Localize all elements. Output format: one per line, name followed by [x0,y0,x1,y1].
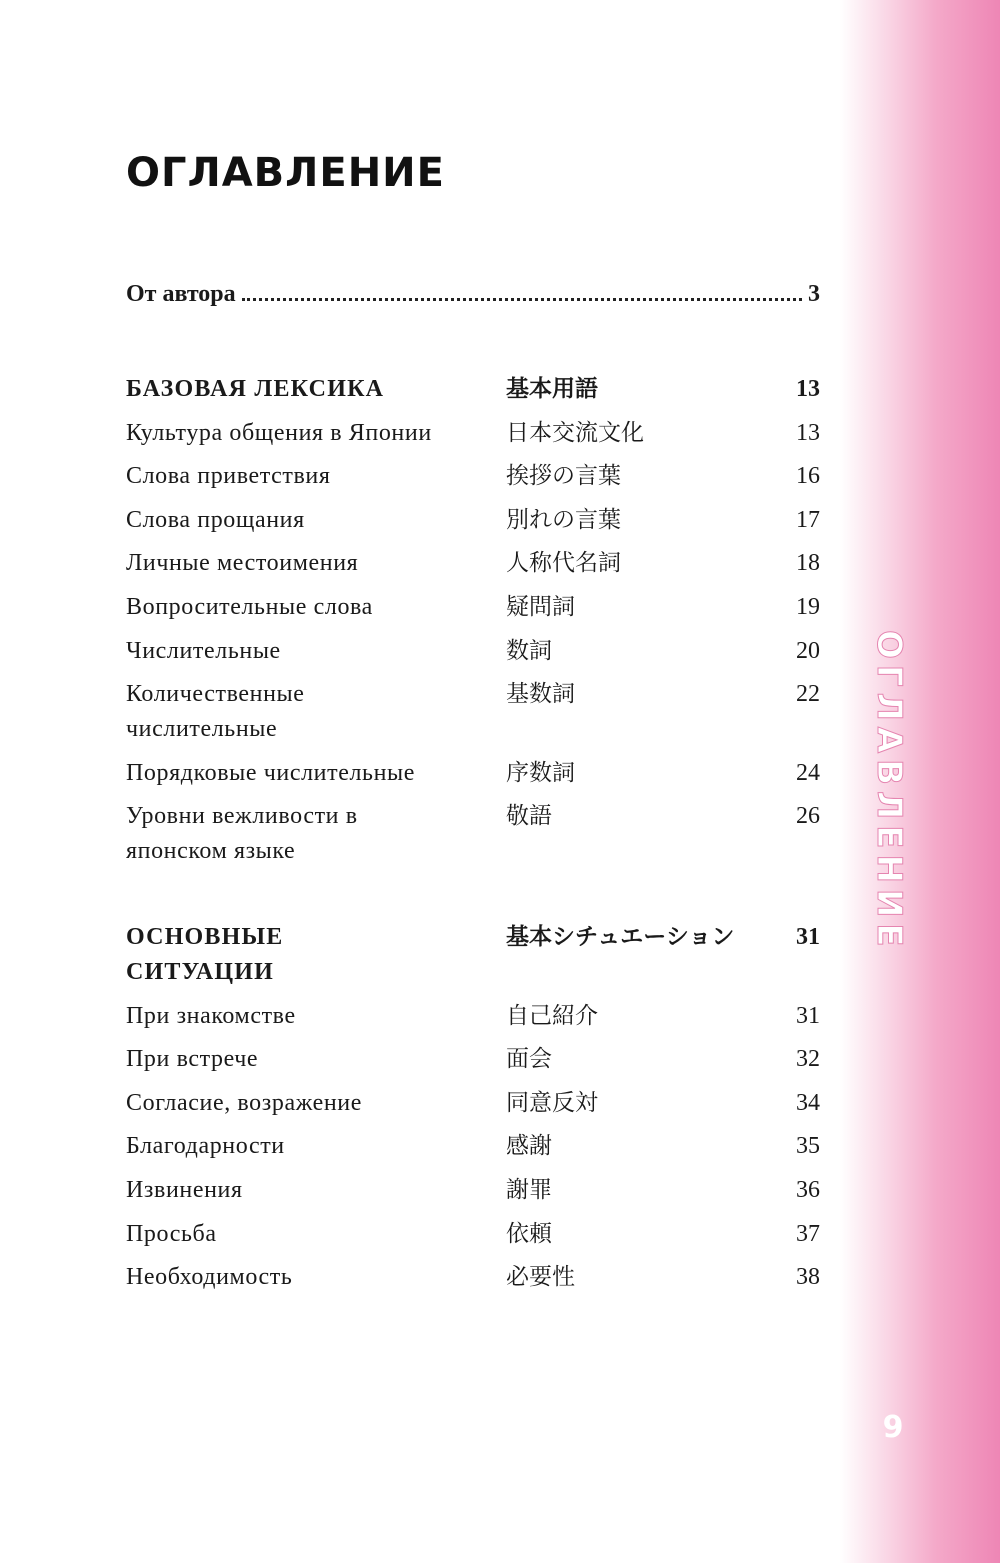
entry-title-jp: 挨拶の言葉 [506,463,621,490]
entry-page: 24 [796,759,820,786]
toc-entry[interactable] [126,634,820,669]
entry-title-jp: 序数詞 [506,759,575,786]
entry-title-jp: 敬語 [506,803,552,830]
toc-section-basic-vocabulary [126,372,820,878]
toc-entry[interactable] [126,1260,820,1295]
entry-title-ru: Числительные [126,637,281,664]
entry-title-jp: 別れの言葉 [506,506,621,533]
toc-entry[interactable] [126,677,820,747]
entry-title-ru: Культура общения в Японии [126,419,432,446]
entry-page: 19 [796,593,820,620]
entry-page: 32 [796,1046,820,1073]
toc-entry[interactable] [126,503,820,538]
entry-title-jp: 自己紹介 [506,1002,598,1029]
entry-page: 34 [796,1089,820,1116]
entry-title-jp: 疑問詞 [506,593,575,620]
entry-title-jp: 基数詞 [506,681,575,708]
entry-title-ru: Вопросительные слова [126,593,373,620]
toc-section-basic-situations [126,920,820,1304]
section-page: 31 [796,924,820,950]
entry-page: 31 [796,1002,820,1029]
section-title-ru: БАЗОВАЯ ЛЕКСИКА [126,376,385,402]
entry-page: 17 [796,506,820,533]
entry-title-ru: Благодарности [126,1133,285,1160]
toc-entry[interactable] [126,1173,820,1208]
toc-entry[interactable] [126,1086,820,1121]
entry-title-jp: 数詞 [506,637,552,664]
entry-title-jp: 依頼 [506,1220,552,1247]
entry-title-jp: 同意反対 [506,1089,598,1116]
page-title: ОГЛАВЛЕНИЕ [126,150,445,196]
page-number: 9 [882,1410,904,1445]
entry-title-jp: 面会 [506,1046,552,1073]
entry-title-ru: Слова приветствия [126,463,331,490]
entry-page: 26 [796,803,820,830]
toc-entry[interactable] [126,416,820,451]
entry-title-ru: Уровни вежливости в японском языке [126,803,358,865]
entry-page: 37 [796,1220,820,1247]
entry-page: 16 [796,463,820,490]
entry-page: 22 [796,681,820,708]
entry-page: 13 [796,419,820,446]
entry-title-ru: Согласие, возражение [126,1089,362,1116]
toc-entry[interactable] [126,459,820,494]
toc-entry[interactable] [126,999,820,1034]
toc-entry-author[interactable] [126,281,820,315]
entry-page: 38 [796,1264,820,1291]
entry-title-jp: 謝罪 [506,1176,552,1203]
section-title-jp: 基本用語 [506,376,598,402]
toc-entry[interactable] [126,1217,820,1252]
entry-title-jp: 人称代名詞 [506,550,621,577]
toc-entry[interactable] [126,546,820,581]
entry-title-ru: При встрече [126,1046,259,1073]
section-title-ru: ОСНОВНЫЕ СИТУАЦИИ [126,924,284,985]
entry-title-ru: Слова прощания [126,506,305,533]
toc-entry-page: 3 [808,281,820,307]
toc-entry[interactable] [126,756,820,791]
section-title-jp: 基本シチュエーション [506,924,735,950]
entry-title-ru: Количественные числительные [126,681,305,743]
toc-entry-label: От автора [126,281,236,307]
toc-section-heading[interactable] [126,920,820,990]
entry-title-jp: 感謝 [506,1133,552,1160]
entry-title-ru: Извинения [126,1176,243,1203]
entry-title-ru: Необходимость [126,1264,293,1291]
entry-title-jp: 必要性 [506,1264,575,1291]
toc-entry[interactable] [126,1129,820,1164]
entry-title-jp: 日本交流文化 [506,419,644,446]
dot-leader [242,297,802,301]
entry-page: 18 [796,550,820,577]
side-section-label: ОГЛАВЛЕНИЕ [869,630,909,953]
entry-title-ru: Личные местоимения [126,550,359,577]
entry-title-ru: При знакомстве [126,1002,296,1029]
entry-title-ru: Порядковые числительные [126,759,416,786]
side-color-band [840,0,1000,1563]
entry-title-ru: Просьба [126,1220,217,1247]
entry-page: 35 [796,1133,820,1160]
toc-section-heading[interactable] [126,372,820,407]
entry-page: 36 [796,1176,820,1203]
toc-entry[interactable] [126,590,820,625]
section-page: 13 [796,376,820,402]
toc-entry[interactable] [126,1042,820,1077]
entry-page: 20 [796,637,820,664]
toc-entry[interactable] [126,799,820,869]
